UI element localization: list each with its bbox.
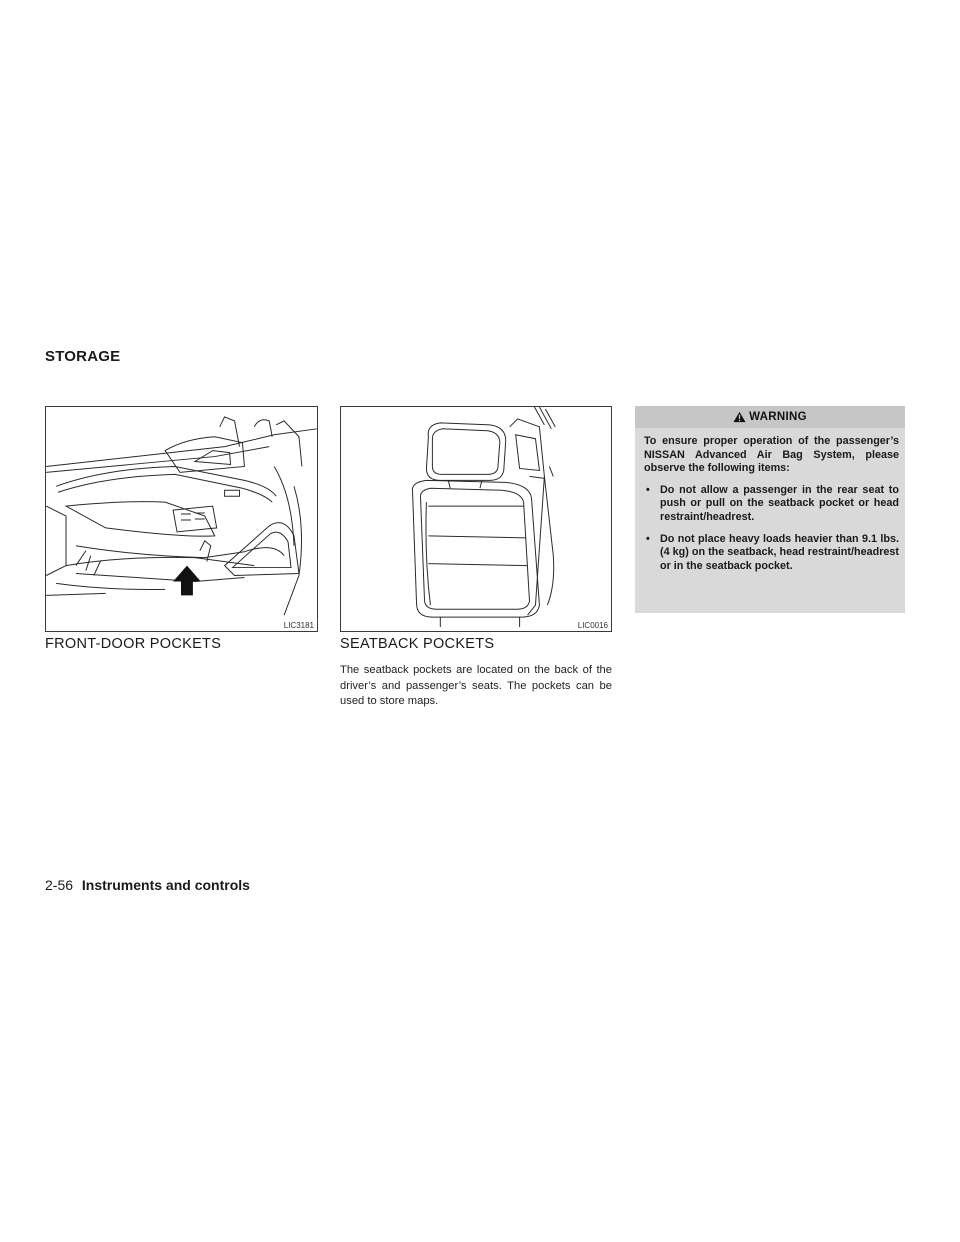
arrow-up-icon	[173, 566, 201, 596]
warning-list	[644, 484, 899, 574]
figure-code: LIC3181	[283, 621, 314, 630]
seatback-pockets-heading: SEATBACK POCKETS	[340, 636, 495, 652]
chapter-title: Instruments and controls	[81, 877, 250, 893]
seatback-pockets-description: The seatback pockets are located on the back of the driver’s and passenger’s seats. The pockets can be used to store maps.	[340, 664, 612, 707]
front-door-pockets-heading: FRONT-DOOR POCKETS	[45, 636, 222, 652]
front-door-pocket-illustration	[45, 406, 318, 632]
warning-list-item	[644, 484, 899, 525]
page-footer	[45, 877, 250, 893]
bullet: •	[646, 532, 650, 545]
door-drawing	[46, 407, 317, 631]
warning-triangle-icon	[733, 411, 746, 423]
warning-intro: To ensure proper operation of the passenger’s NISSAN Advanced Air Bag System, please observe the following items:	[644, 435, 899, 475]
warning-list-item	[644, 533, 899, 574]
figure-code: LIC0016	[577, 621, 608, 630]
warning-item-text: Do not place heavy loads heavier than 9.1 lbs. (4 kg) on the seatback, head restraint/headrest or in the seatback pocket.	[660, 532, 899, 572]
page-number: 2-56	[45, 877, 74, 893]
warning-item-text: Do not allow a passenger in the rear seat to push or pull on the seatback pocket or head restraint/headrest.	[660, 483, 899, 523]
warning-header	[635, 406, 905, 428]
bullet: •	[646, 483, 650, 496]
warning-label: WARNING	[749, 411, 807, 423]
seatback-pocket-illustration	[340, 406, 612, 632]
warning-body	[635, 428, 905, 573]
warning-box	[635, 406, 905, 613]
section-title: STORAGE	[45, 348, 121, 365]
seat-drawing	[341, 407, 611, 631]
